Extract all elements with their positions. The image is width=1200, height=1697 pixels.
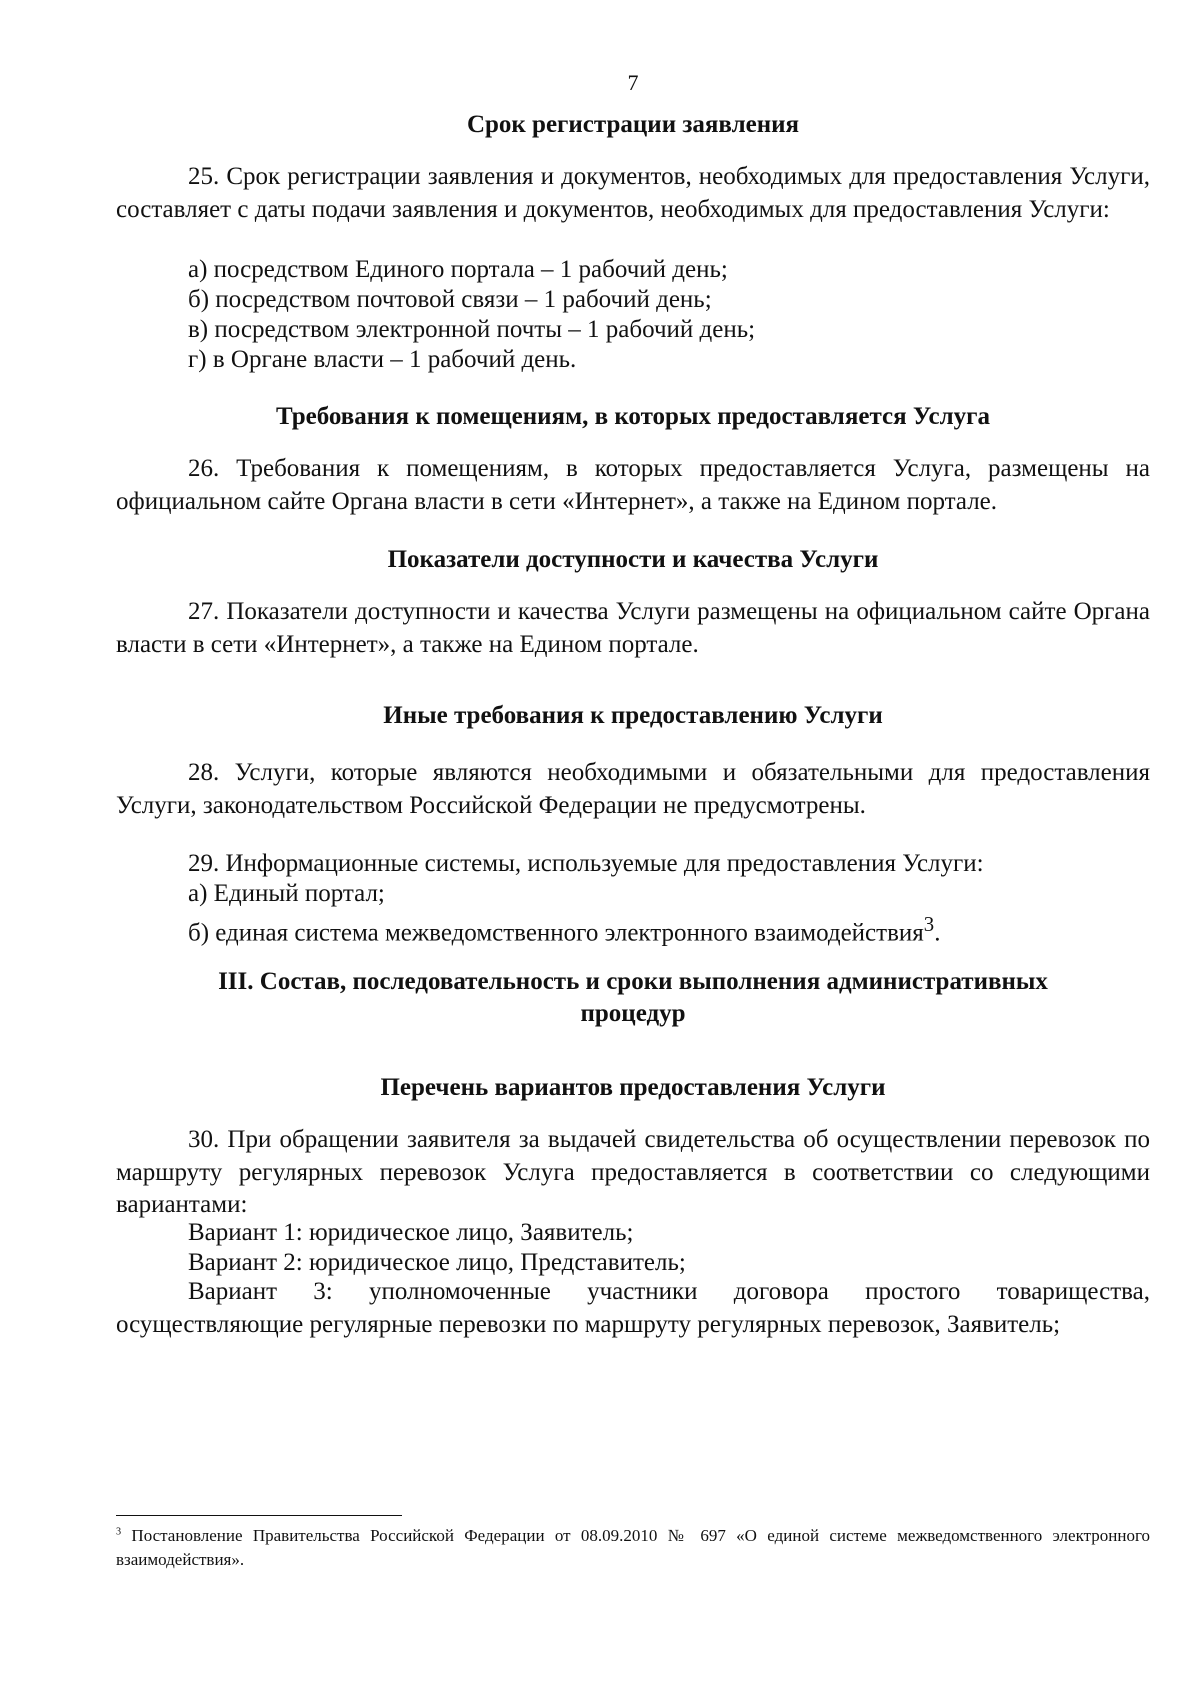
list-item-29a: а) Единый портал; bbox=[188, 880, 385, 907]
page-number: 7 bbox=[627, 70, 639, 95]
heading-premises-requirements: Требования к помещениям, в которых предоставляется Услуга bbox=[275, 403, 991, 430]
heading-section-3-line2: процедур bbox=[580, 1000, 686, 1027]
heading-variants-list: Перечень вариантов предоставления Услуги bbox=[380, 1074, 886, 1101]
list-item-25d: г) в Органе власти – 1 рабочий день. bbox=[188, 346, 577, 373]
list-item-25a: а) посредством Единого портала – 1 рабочий день; bbox=[188, 256, 728, 283]
variant-1: Вариант 1: юридическое лицо, Заявитель; bbox=[188, 1219, 634, 1246]
paragraph-29: 29. Информационные системы, используемые для предоставления Услуги: bbox=[188, 850, 984, 877]
footnote-separator bbox=[116, 1515, 402, 1516]
list-item-29b bbox=[188, 908, 940, 949]
paragraph-28: 28. Услуги, которые являются необходимыми и обязательными для предоставления Услуги, законодательством Российской Федерации не предусмотрены. bbox=[116, 759, 1150, 819]
footnote-reference: 3 bbox=[923, 912, 935, 936]
variant-2: Вариант 2: юридическое лицо, Представитель; bbox=[188, 1249, 686, 1276]
paragraph-26: 26. Требования к помещениям, в которых предоставляется Услуга, размещены на официальном сайте Органа власти в сети «Интернет», а также на Едином портале. bbox=[116, 455, 1150, 515]
list-item-25b: б) посредством почтовой связи – 1 рабочий день; bbox=[188, 286, 712, 313]
footnote-text: Постановление Правительства Российской Федерации от 08.09.2010 № 697 «О единой системе межведомственного электронного взаимодействия». bbox=[116, 1526, 1150, 1569]
heading-section-3-line1: III. Состав, последовательность и сроки выполнения административных bbox=[218, 968, 1048, 995]
list-item-25c: в) посредством электронной почты – 1 рабочий день; bbox=[188, 316, 756, 343]
paragraph-27: 27. Показатели доступности и качества Услуги размещены на официальном сайте Органа власти в сети «Интернет», а также на Едином портале. bbox=[116, 598, 1150, 658]
paragraph-30: 30. При обращении заявителя за выдачей свидетельства об осуществлении перевозок по маршруту регулярных перевозок Услуга предоставляется в соответствии со следующими вариантами: bbox=[116, 1126, 1150, 1218]
list-item-29b-text: б) единая система межведомственного электронного взаимодействия bbox=[188, 919, 924, 947]
footnote-mark: 3 bbox=[116, 1526, 122, 1538]
footnote bbox=[116, 1524, 1150, 1572]
heading-registration-term: Срок регистрации заявления bbox=[466, 111, 800, 138]
heading-other-requirements: Иные требования к предоставлению Услуги bbox=[383, 702, 883, 729]
list-item-29b-end: . bbox=[934, 919, 941, 947]
paragraph-25: 25. Срок регистрации заявления и документов, необходимых для предоставления Услуги, составляет с даты подачи заявления и документов, необходимых для предоставления Услуги: bbox=[116, 163, 1150, 223]
variant-3: Вариант 3: уполномоченные участники договора простого товарищества, осуществляющие регулярные перевозки по маршруту регулярных перевозок, Заявитель; bbox=[116, 1278, 1150, 1338]
heading-accessibility-indicators: Показатели доступности и качества Услуги bbox=[387, 546, 879, 573]
heading-section-3 bbox=[116, 966, 1150, 1030]
